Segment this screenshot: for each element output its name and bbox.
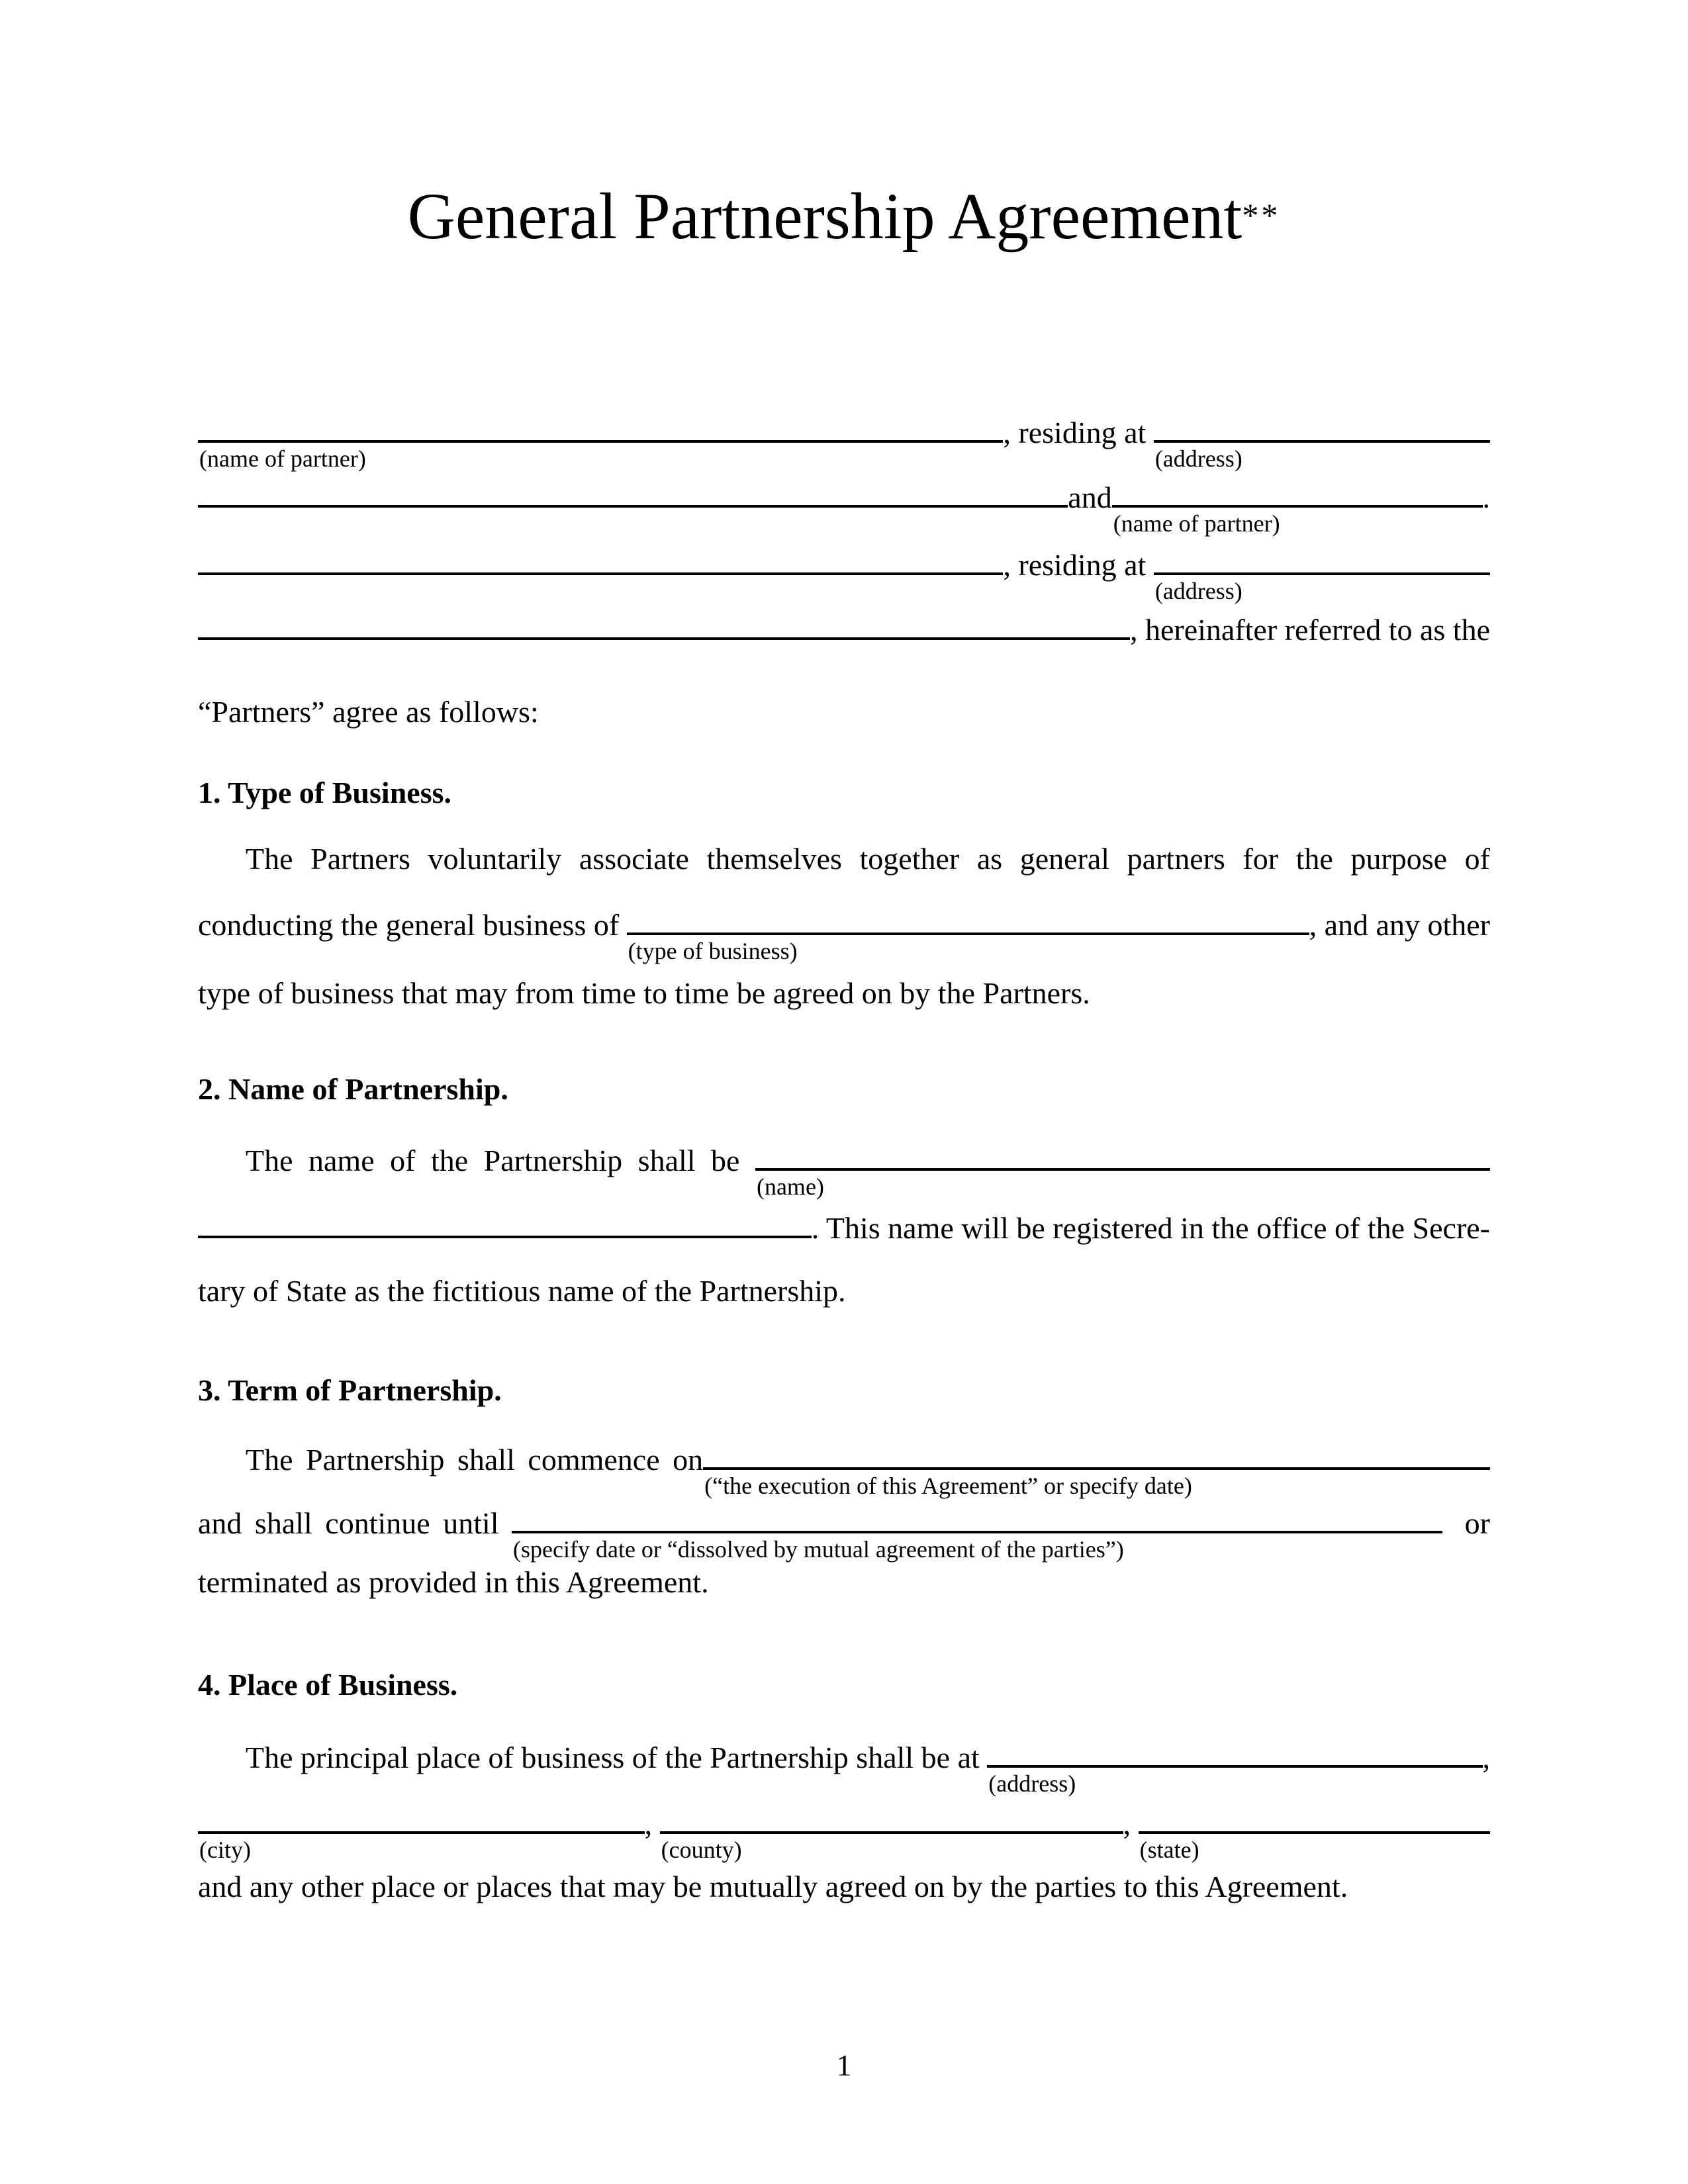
caption-city: (city) — [199, 1837, 251, 1863]
section1-line3: type of business that may from time to time be agreed on by the Partners. — [198, 976, 1090, 1010]
place-of-business-pre-text: The principal place of business of the Partnership shall be at — [246, 1741, 988, 1774]
partner2-address-blank[interactable] — [1154, 572, 1490, 604]
caption-name-of-partner: (name of partner) — [199, 445, 366, 472]
business-county-blank[interactable] — [660, 1831, 1123, 1863]
caption-type-of-business: (type of business) — [628, 938, 798, 964]
page-number: 1 — [836, 2048, 852, 2082]
termination-date-blank[interactable] — [512, 1531, 1442, 1563]
and-text: and — [1068, 480, 1112, 514]
caption-address: (address) — [988, 1770, 1076, 1797]
section4-line2 — [198, 1807, 1490, 1863]
business-address-blank[interactable] — [987, 1765, 1482, 1797]
section1-heading: 1. Type of Business. — [198, 776, 452, 809]
section3-line1 — [198, 1443, 1490, 1499]
partner1-name-blank[interactable] — [198, 440, 1003, 472]
section1-line2 — [198, 908, 1490, 964]
residing-at-text: , residing at — [1003, 416, 1154, 449]
hereinafter-text: , hereinafter referred to as the — [1129, 613, 1490, 647]
title-text: General Partnership Agreement — [407, 179, 1243, 253]
commencement-date-blank[interactable] — [703, 1467, 1490, 1499]
section3-line3: terminated as provided in this Agreement. — [198, 1565, 709, 1599]
section4-heading: 4. Place of Business. — [198, 1668, 458, 1702]
intro-line-4 — [198, 613, 1490, 648]
partner2-address-continued-blank[interactable] — [198, 637, 1130, 640]
section2-line2 — [198, 1211, 1490, 1246]
caption-name-of-partner: (name of partner) — [1113, 510, 1280, 537]
separator-text: , — [1123, 1807, 1139, 1841]
partnership-name-blank[interactable] — [755, 1168, 1490, 1200]
period-text: . — [1482, 480, 1490, 514]
section3-line2 — [198, 1506, 1490, 1563]
or-text: or — [1464, 1506, 1490, 1540]
caption-commencement-date: (“the execution of this Agreement” or specify date) — [704, 1473, 1192, 1499]
caption-termination-date: (specify date or “dissolved by mutual agreement of the parties”) — [513, 1536, 1124, 1563]
section2-heading: 2. Name of Partnership. — [198, 1072, 508, 1106]
type-of-business-pre-text: conducting the general business of — [198, 908, 627, 942]
section4-line3: and any other place or places that may be mutually agreed on by the parties to this Agreement. — [198, 1870, 1348, 1903]
section1-line1: The Partners voluntarily associate themselves together as general partners for the purpose of — [246, 842, 1490, 876]
type-of-business-post-text: , and any other — [1309, 908, 1490, 942]
section2-line3: tary of State as the fictitious name of the Partnership. — [198, 1274, 846, 1308]
title-footnote-marker: ** — [1242, 197, 1281, 234]
partner1-address-continued-blank[interactable] — [198, 505, 1068, 508]
commence-pre-text: The Partnership shall commence on — [246, 1443, 704, 1477]
partner1-address-blank[interactable] — [1154, 440, 1490, 472]
caption-address: (address) — [1154, 445, 1243, 472]
intro-line-2 — [198, 480, 1490, 537]
partner2-name-blank[interactable] — [1112, 505, 1483, 537]
partners-agree-text: “Partners” agree as follows: — [198, 695, 539, 729]
partner2-name-continued-blank[interactable] — [198, 572, 1003, 575]
section3-heading: 3. Term of Partnership. — [198, 1373, 502, 1407]
partnership-name-pre-text: The name of the Partnership shall be — [246, 1144, 755, 1177]
caption-name: (name) — [756, 1173, 824, 1200]
continue-until-text: and shall continue until — [198, 1506, 512, 1540]
caption-county: (county) — [661, 1837, 742, 1863]
business-state-blank[interactable] — [1139, 1831, 1490, 1863]
intro-line-1 — [198, 416, 1490, 472]
residing-at-text: , residing at — [1003, 548, 1154, 582]
comma-text: , — [1482, 1741, 1490, 1774]
type-of-business-blank[interactable] — [627, 933, 1309, 964]
business-city-blank[interactable] — [198, 1831, 645, 1863]
caption-state: (state) — [1139, 1837, 1199, 1863]
partnership-name-continued-blank[interactable] — [198, 1236, 812, 1238]
section2-line1 — [198, 1144, 1490, 1200]
section4-line1 — [198, 1741, 1490, 1797]
caption-address: (address) — [1154, 578, 1243, 604]
document-title — [0, 180, 1688, 253]
separator-text: , — [644, 1807, 660, 1841]
name-registered-text: . This name will be registered in the office of the Secre- — [811, 1211, 1490, 1245]
intro-line-3 — [198, 548, 1490, 604]
